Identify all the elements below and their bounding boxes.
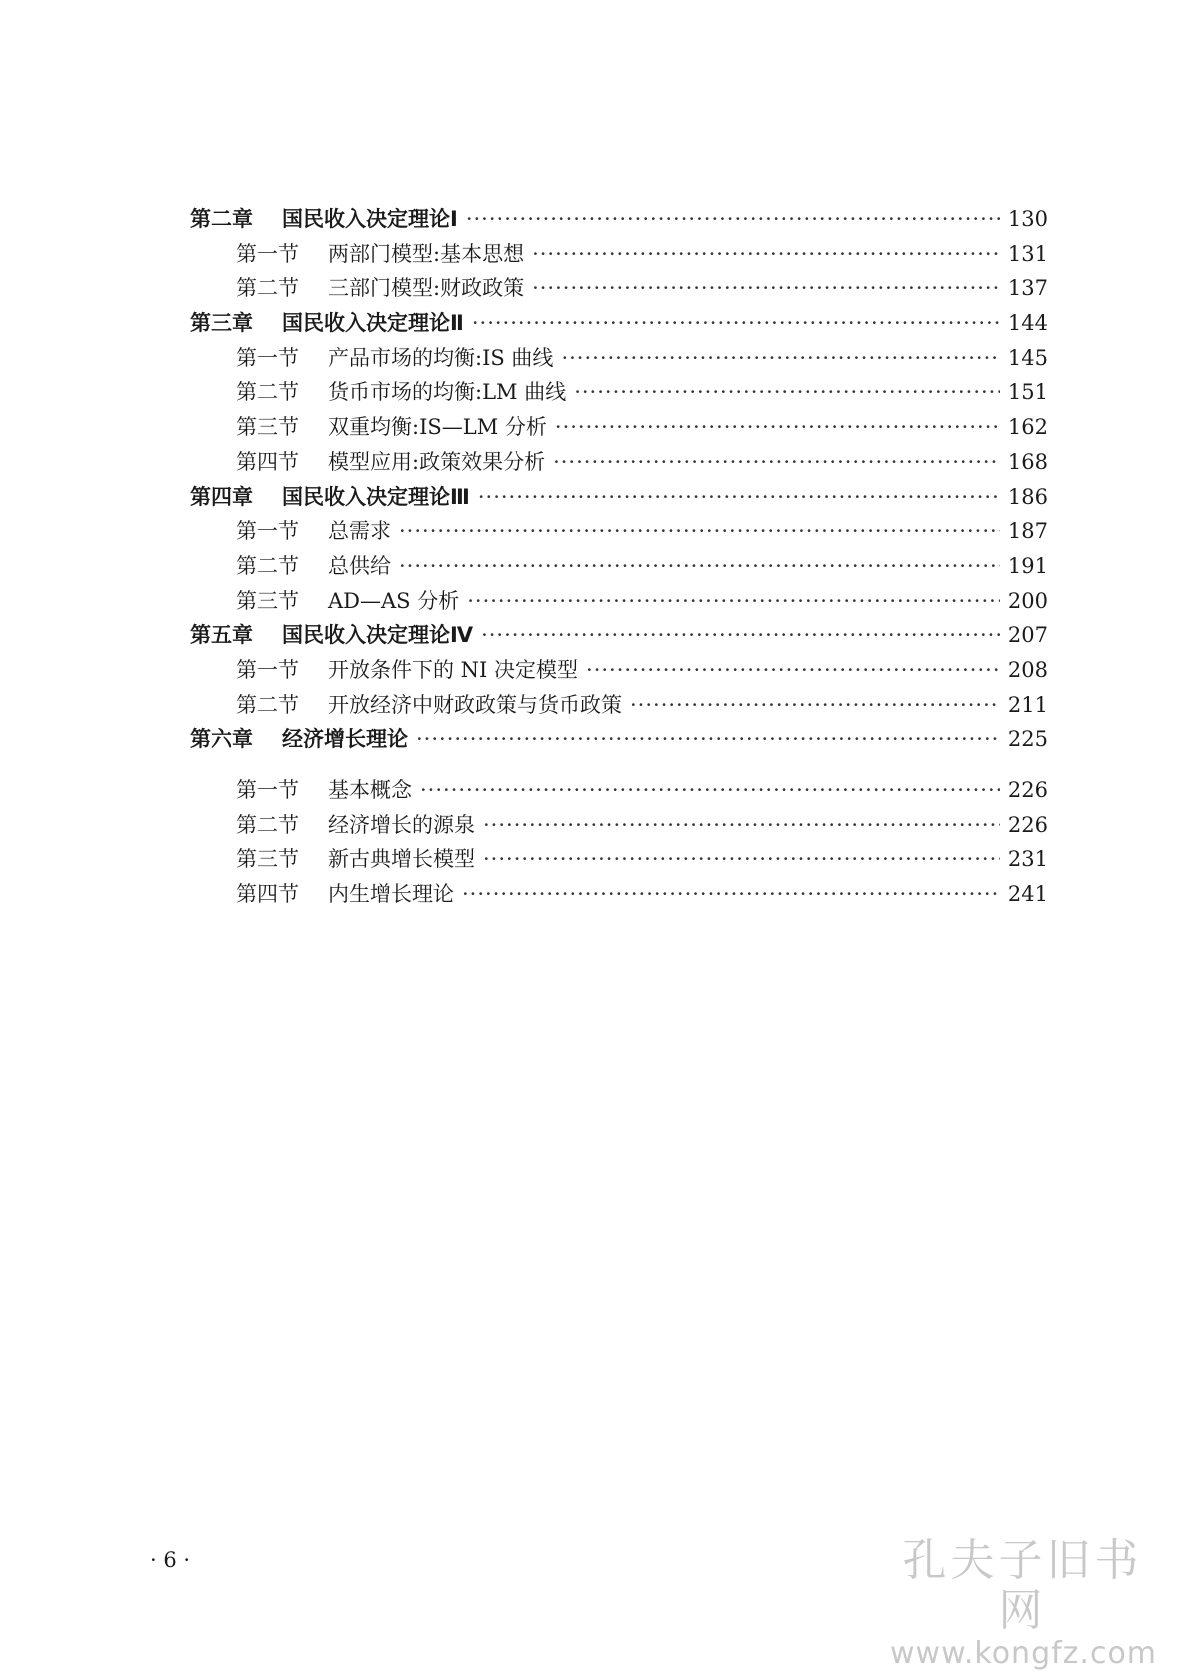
toc-number: 第二节 bbox=[236, 276, 299, 301]
toc-page: 168 bbox=[1007, 449, 1048, 474]
toc-page: 130 bbox=[1007, 207, 1048, 231]
toc-title: 基本概念 bbox=[328, 778, 412, 802]
toc-title: 国民收入决定理论Ⅱ bbox=[282, 311, 464, 336]
toc-page: 144 bbox=[1007, 311, 1048, 336]
toc-number: 第二节 bbox=[236, 380, 299, 405]
table-of-contents bbox=[190, 203, 1048, 913]
toc-section-row bbox=[190, 446, 1048, 481]
toc-number: 第一节 bbox=[236, 345, 299, 370]
toc-title: 国民收入决定理论Ⅳ bbox=[282, 623, 474, 648]
toc-title: 三部门模型:财政政策 bbox=[328, 276, 525, 301]
toc-title: AD—AS 分析 bbox=[328, 588, 460, 613]
toc-title: 货币市场的均衡:LM 曲线 bbox=[328, 380, 567, 405]
dot-leader bbox=[586, 658, 1000, 682]
toc-number: 第一节 bbox=[236, 241, 299, 266]
dot-leader bbox=[630, 693, 1000, 717]
dot-leader bbox=[399, 519, 1000, 543]
toc-number: 第二章 bbox=[190, 207, 253, 231]
toc-page: 162 bbox=[1007, 415, 1048, 440]
toc-section-row bbox=[190, 515, 1048, 550]
toc-page: 191 bbox=[1007, 553, 1048, 578]
toc-number: 第五章 bbox=[190, 623, 253, 648]
toc-number: 第三节 bbox=[236, 847, 299, 872]
toc-chapter-row bbox=[190, 203, 1048, 238]
dot-leader bbox=[399, 554, 1000, 578]
toc-section-row bbox=[190, 376, 1048, 411]
watermark-url: www.kongfz.com bbox=[890, 1636, 1158, 1671]
toc-page: 137 bbox=[1007, 276, 1048, 301]
toc-page: 200 bbox=[1007, 588, 1048, 613]
toc-section-row bbox=[190, 654, 1048, 689]
dot-leader bbox=[553, 450, 1000, 474]
toc-number: 第一节 bbox=[236, 519, 299, 544]
dot-leader bbox=[466, 207, 1000, 231]
dot-leader bbox=[478, 485, 1000, 509]
dot-leader bbox=[462, 882, 1000, 906]
dot-leader bbox=[532, 276, 1000, 300]
toc-title: 产品市场的均衡:IS 曲线 bbox=[328, 345, 554, 370]
dot-leader bbox=[483, 847, 1000, 871]
toc-section-row bbox=[190, 585, 1048, 620]
toc-number: 第三节 bbox=[236, 415, 299, 440]
toc-page: 131 bbox=[1007, 241, 1048, 266]
toc-section-row bbox=[190, 689, 1048, 724]
dot-leader bbox=[467, 589, 1000, 613]
dot-leader bbox=[416, 727, 1000, 751]
toc-page: 145 bbox=[1007, 345, 1048, 370]
watermark bbox=[890, 1535, 1158, 1672]
toc-title: 经济增长理论 bbox=[282, 727, 408, 752]
toc-number: 第二节 bbox=[236, 553, 299, 578]
toc-title: 开放条件下的 NI 决定模型 bbox=[328, 657, 579, 682]
toc-section-row bbox=[190, 272, 1048, 307]
toc-title: 经济增长的源泉 bbox=[328, 812, 475, 837]
toc-page: 151 bbox=[1007, 380, 1048, 405]
toc-number: 第四节 bbox=[236, 882, 299, 907]
toc-page: 241 bbox=[1007, 882, 1048, 907]
toc-chapter-row bbox=[190, 619, 1048, 654]
toc-title: 总供给 bbox=[328, 553, 391, 578]
dot-leader bbox=[561, 346, 999, 370]
toc-page: 208 bbox=[1007, 657, 1048, 682]
toc-section-row bbox=[190, 342, 1048, 377]
toc-number: 第三章 bbox=[190, 311, 253, 336]
toc-number: 第二节 bbox=[236, 692, 299, 717]
toc-title: 国民收入决定理论Ⅲ bbox=[282, 484, 470, 509]
watermark-text: 孔夫子旧书网 bbox=[902, 1535, 1143, 1636]
toc-section-row bbox=[190, 238, 1048, 273]
toc-section-row bbox=[190, 843, 1048, 878]
toc-number: 第一节 bbox=[236, 778, 299, 802]
toc-page: 211 bbox=[1007, 692, 1048, 717]
toc-number: 第二节 bbox=[236, 812, 299, 837]
toc-section-row bbox=[190, 809, 1048, 844]
toc-page: 231 bbox=[1007, 847, 1048, 872]
toc-page: 186 bbox=[1007, 484, 1048, 509]
toc-chapter-row bbox=[190, 723, 1048, 758]
toc-number: 第六章 bbox=[190, 727, 253, 752]
toc-page: 226 bbox=[1007, 778, 1048, 802]
toc-page: 225 bbox=[1007, 727, 1048, 752]
dot-leader bbox=[532, 242, 1000, 266]
toc-chapter-row bbox=[190, 481, 1048, 516]
dot-leader bbox=[574, 380, 1000, 404]
toc-page: 226 bbox=[1007, 812, 1048, 837]
toc-section-row bbox=[190, 878, 1048, 913]
toc-chapter-row bbox=[190, 307, 1048, 342]
toc-page: 187 bbox=[1007, 519, 1048, 544]
toc-title: 新古典增长模型 bbox=[328, 847, 475, 872]
toc-number: 第四章 bbox=[190, 484, 253, 509]
toc-title: 双重均衡:IS—LM 分析 bbox=[328, 415, 547, 440]
toc-title: 内生增长理论 bbox=[328, 882, 454, 907]
toc-section-row bbox=[190, 411, 1048, 446]
dot-leader bbox=[555, 415, 1000, 439]
toc-section-row bbox=[190, 774, 1048, 809]
toc-page: 207 bbox=[1007, 623, 1048, 648]
dot-leader bbox=[472, 311, 1000, 335]
toc-number: 第三节 bbox=[236, 588, 299, 613]
toc-title: 开放经济中财政政策与货币政策 bbox=[328, 692, 622, 717]
toc-title: 总需求 bbox=[328, 519, 391, 544]
dot-leader bbox=[420, 778, 1000, 802]
dot-leader bbox=[483, 813, 1000, 837]
toc-title: 模型应用:政策效果分析 bbox=[328, 449, 546, 474]
dot-leader bbox=[481, 623, 1000, 647]
toc-number: 第一节 bbox=[236, 657, 299, 682]
toc-title: 两部门模型:基本思想 bbox=[328, 241, 525, 266]
toc-number: 第四节 bbox=[236, 449, 299, 474]
page-number: · 6 · bbox=[150, 1548, 191, 1572]
toc-title: 国民收入决定理论Ⅰ bbox=[282, 207, 458, 231]
toc-section-row bbox=[190, 550, 1048, 585]
